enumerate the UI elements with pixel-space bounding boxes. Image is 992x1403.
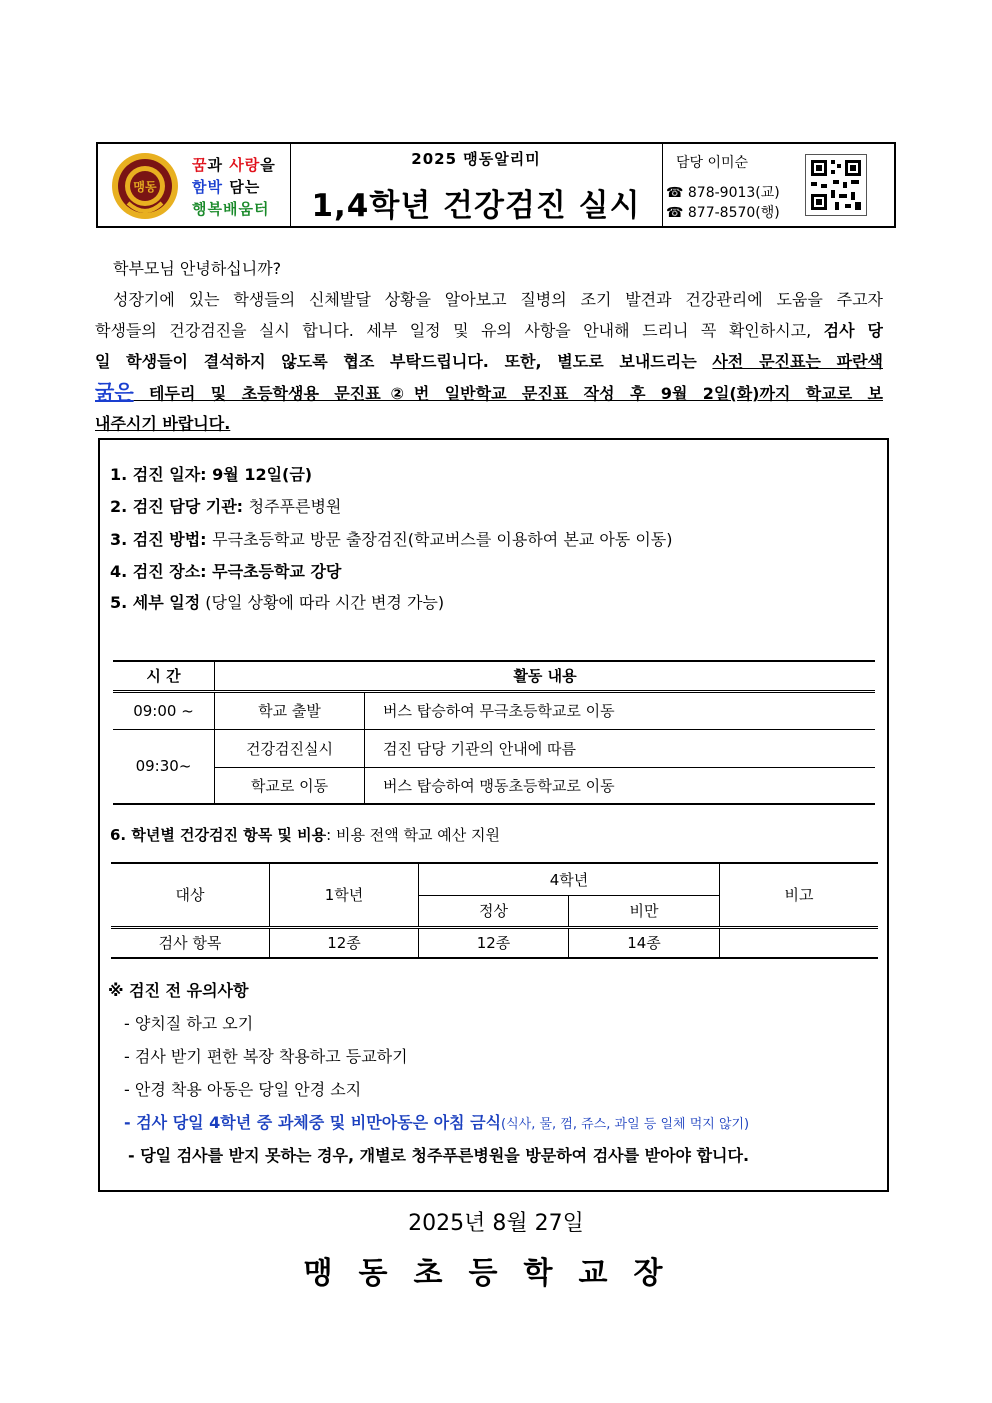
cell-obese: 14종 [569, 927, 720, 958]
slogan-line1: 꿈과 사랑을 [192, 156, 276, 174]
schedule-table [113, 660, 875, 805]
cell-row-label: 검사 항목 [111, 927, 270, 958]
page-title: 1,4학년 건강검진 실시 [311, 188, 641, 224]
cell-desc: 검진 담당 기관의 안내에 따름 [365, 729, 876, 767]
table-row [113, 767, 875, 804]
cell-normal: 12종 [419, 927, 569, 958]
intro-line5: 내주시기 바랍니다. [95, 414, 231, 433]
th-obese: 비만 [569, 895, 720, 927]
cell-activity: 학교로 이동 [215, 767, 365, 804]
contact-phone1: ☎ 878-9013(교) [666, 185, 780, 201]
note-item: - 검사 받기 편한 복장 착용하고 등교하기 [124, 1047, 408, 1066]
intro-line4: 굵은 테두리 및 초등학생용 문진표②번 일반학교 문진표 작성 후 9월 2일(화)까지 학교로 보 [95, 380, 883, 404]
notes-title: ※ 검진 전 유의사항 [108, 981, 249, 1000]
header-contact-cell [662, 144, 894, 226]
detail-agency: 2. 검진 담당 기관: 청주푸른병원 [110, 497, 342, 516]
th-target: 대상 [111, 863, 270, 927]
note-item: - 양치질 하고 오기 [124, 1014, 254, 1033]
th-grade1: 1학년 [270, 863, 419, 927]
cell-desc: 버스 탑승하여 맹동초등학교로 이동 [365, 767, 876, 804]
principal-signature: 맹동초등학교장 [303, 1256, 689, 1291]
header-title-cell [290, 144, 663, 226]
th-normal: 정상 [419, 895, 569, 927]
th-time: 시 간 [113, 661, 215, 691]
detail-method: 3. 검진 방법: 무극초등학교 방문 출장검진(학교버스를 이용하여 본교 아동 이동) [110, 530, 673, 549]
cell-note [720, 927, 879, 958]
table-header-row [111, 863, 878, 895]
slogan-line2: 함박 담는 [192, 178, 261, 196]
phone-icon: ☎ [666, 205, 688, 221]
cell-time: 09:00 ~ [113, 691, 215, 729]
cost-line: 6. 학년별 건강검진 항목 및 비용: 비용 전액 학교 예산 지원 [110, 826, 500, 844]
contact-phone2: ☎ 877-8570(행) [666, 205, 780, 221]
th-activity: 활동 내용 [215, 661, 876, 691]
table-row [111, 927, 878, 958]
table-header-row [113, 661, 875, 691]
cell-activity: 학교 출발 [215, 691, 365, 729]
intro-line2: 학생들의 건강검진을 실시 합니다. 세부 일정 및 유의 사항을 안내해 드리니 꼭 확인하시고, 검사 당 [95, 321, 883, 340]
emblem-text: 맹동 [133, 180, 157, 194]
cell-grade1: 12종 [270, 927, 419, 958]
newsletter-name: 2025 맹동알리미 [411, 150, 541, 168]
header-box [96, 142, 896, 228]
note-item: - 당일 검사를 받지 못하는 경우, 개별로 청주푸른병원을 방문하여 검사를 받아야 합니다. [128, 1146, 750, 1165]
intro-paragraph [95, 253, 883, 439]
school-emblem-icon [110, 151, 180, 221]
greeting: 학부모님 안녕하십니까? [113, 259, 282, 278]
intro-line1: 성장기에 있는 학생들의 신체발달 상황을 알아보고 질병의 조기 발견과 건강관리에 도움을 주고자 [113, 290, 883, 309]
cell-desc: 버스 탑승하여 무극초등학교로 이동 [365, 691, 876, 729]
cell-time: 09:30~ [113, 729, 215, 804]
note-item: - 안경 착용 아동은 당일 안경 소지 [124, 1080, 362, 1099]
contact-person: 담당 이미순 [676, 155, 749, 171]
th-grade4: 4학년 [419, 863, 720, 895]
table-row [113, 691, 875, 729]
detail-schedule: 5. 세부 일정 (당일 상황에 따라 시간 변경 가능) [110, 593, 445, 612]
table-row [113, 729, 875, 767]
detail-place: 4. 검진 장소: 무극초등학교 강당 [110, 562, 342, 581]
items-table [111, 862, 878, 959]
header-logo-cell [98, 144, 291, 226]
document-date: 2025년 8월 27일 [408, 1211, 584, 1236]
note-item-fasting: - 검사 당일 4학년 중 과체중 및 비만아동은 아침 금식(식사, 물, 껌, 쥬스, 과일 등 일체 먹지 않기) [124, 1113, 750, 1132]
details-box [98, 438, 889, 1192]
detail-date: 1. 검진 일자: 9월 12일(금) [110, 465, 313, 484]
intro-line3: 일 학생들이 결석하지 않도록 협조 부탁드립니다. 또한, 별도로 보내드리는 사전 문진표는 파란색 [95, 352, 883, 371]
phone-icon: ☎ [666, 185, 688, 201]
th-note: 비고 [720, 863, 879, 927]
slogan-line3: 행복배움터 [192, 200, 270, 218]
qr-code-icon[interactable] [805, 154, 867, 216]
cell-activity: 건강검진실시 [215, 729, 365, 767]
